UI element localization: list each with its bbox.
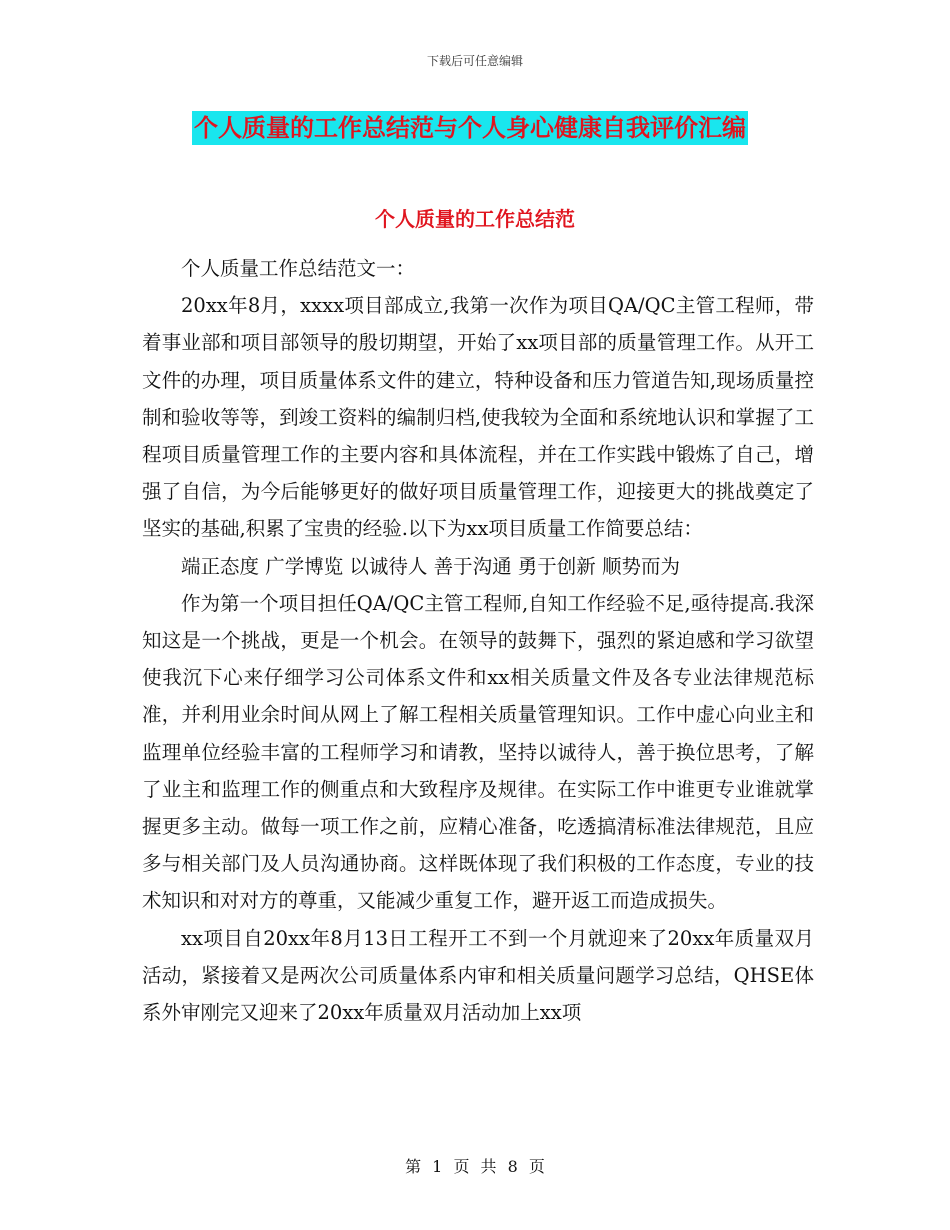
paragraph: 作为第一个项目担任QA/QC主管工程师,自知工作经验不足,亟待提高.我深知这是一个挑战，更是一个机会。在领导的鼓舞下，强烈的紧迫感和学习欲望使我沉下心来仔细学习公司体系文件和xx相关质量文件及各专业法律规范标准，并利用业余时间从网上了解工程相关质量管理知识。工作中虚心向业主和监理单位经验丰富的工程师学习和请教，坚持以诚待人，善于换位思考，了解了业主和监理工作的侧重点和大致程序及规律。在实际工作中谁更专业谁就掌握更多主动。做每一项工作之前，应精心准备，吃透搞清标准法律规范，且应多与相关部门及人员沟通协商。这样既体现了我们积极的工作态度，专业的技术知识和对对方的尊重，又能减少重复工作，避开返工而造成损失。 <box>142 591 814 913</box>
body-text <box>142 250 814 1031</box>
document-title: 个人质量的工作总结范与个人身心健康自我评价汇编 <box>192 111 748 145</box>
page-number-footer: 第 1 页 共 8 页 <box>405 1157 545 1176</box>
section-title: 个人质量的工作总结范 <box>375 207 575 231</box>
paragraph: 20xx年8月，xxxx项目部成立,我第一次作为项目QA/QC主管工程师，带着事业部和项目部领导的殷切期望，开始了xx项目部的质量管理工作。从开工文件的办理，项目质量体系文件的建立，特种设备和压力管道告知,现场质量控制和验收等等，到竣工资料的编制归档,使我较为全面和系统地认识和掌握了工程项目质量管理工作的主要内容和具体流程，并在工作实践中锻炼了自己，增强了自信，为今后能够更好的做好项目质量管理工作，迎接更大的挑战奠定了坚实的基础,积累了宝贵的经验.以下为xx项目质量工作简要总结： <box>142 294 814 541</box>
paragraph: xx项目自20xx年8月13日工程开工不到一个月就迎来了20xx年质量双月活动，紧接着又是两次公司质量体系内审和相关质量问题学习总结，QHSE体系外审刚完又迎来了20xx年质量双月活动加上xx项 <box>142 926 814 1025</box>
paragraph-motto: 端正态度 广学博览 以诚待人 善于沟通 勇于创新 顺势而为 <box>181 554 680 578</box>
paragraph-intro: 个人质量工作总结范文一： <box>181 257 416 280</box>
header-note: 下载后可任意编辑 <box>426 54 523 68</box>
